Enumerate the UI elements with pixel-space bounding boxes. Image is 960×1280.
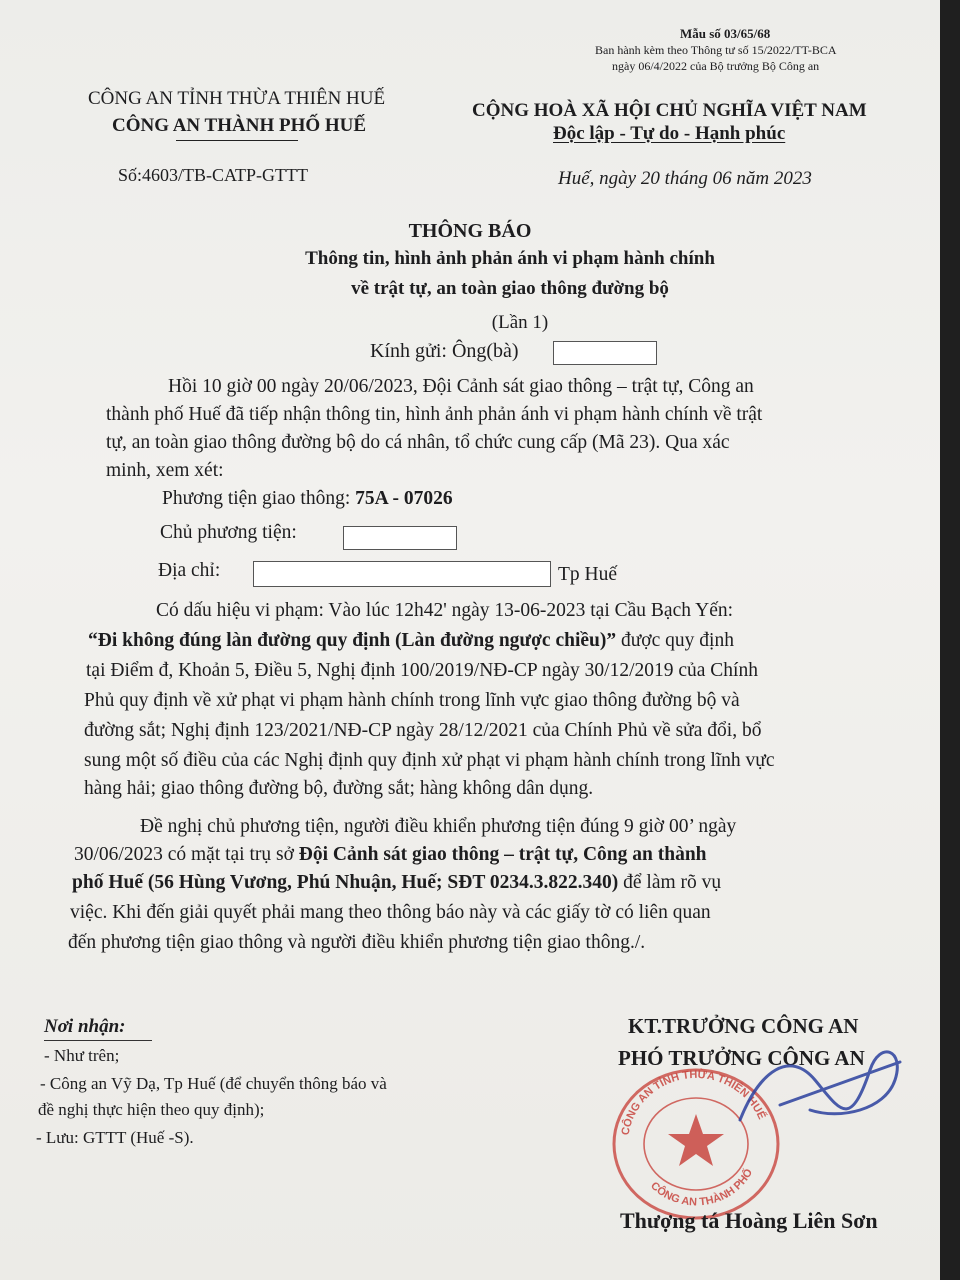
redacted-owner [343, 526, 457, 550]
agency-parent: CÔNG AN TỈNH THỪA THIÊN HUẾ [88, 88, 386, 109]
signer-name: Thượng tá Hoàng Liên Sơn [620, 1208, 878, 1233]
republic-heading: CỘNG HOÀ XÃ HỘI CHỦ NGHĨA VIỆT NAM [472, 100, 867, 121]
address-city: Tp Huế [558, 564, 618, 585]
agency-name: CÔNG AN THÀNH PHỐ HUẾ [112, 115, 367, 136]
request-office-address: phố Huế (56 Hùng Vương, Phú Nhuận, Huế; SĐT 0234.3.822.340) [72, 872, 619, 893]
request-text: 30/06/2023 có mặt tại trụ sở [74, 844, 299, 865]
violation-line [88, 630, 734, 652]
request-line [74, 844, 707, 866]
request-office: Đội Cảnh sát giao thông – trật tự, Công an thành [298, 844, 707, 865]
intro-line: minh, xem xét: [106, 460, 224, 481]
document-title: THÔNG BÁO [408, 220, 532, 242]
violation-line: hàng hải; giao thông đường bộ, đường sắt; hàng không dân dụng. [84, 778, 594, 799]
form-issued-line-2: ngày 06/4/2022 của Bộ trưởng Bộ Công an [612, 59, 820, 73]
request-line [72, 872, 721, 894]
agency-underline [176, 140, 298, 141]
intro-line: thành phố Huế đã tiếp nhận thông tin, hình ảnh phản ánh vi phạm hành chính về trật [106, 404, 763, 425]
document-number: Số:4603/TB-CATP-GTTT [118, 165, 309, 185]
vehicle-plate: 75A - 07026 [355, 488, 453, 509]
attempt-number: (Lần 1) [491, 312, 549, 333]
photo-background-edge [940, 0, 960, 1280]
request-line: đến phương tiện giao thông và người điều khiển phương tiện giao thông./. [68, 932, 646, 953]
violation-line: tại Điểm đ, Khoản 5, Điều 5, Nghị định 100/2019/NĐ-CP ngày 30/12/2019 của Chính [86, 660, 758, 681]
recipient-item: đề nghị thực hiện theo quy định); [38, 1100, 265, 1119]
vehicle-row [162, 488, 453, 510]
recipients-underline [44, 1040, 152, 1041]
recipients-title: Nơi nhận: [44, 1016, 126, 1037]
addressee-label: Kính gửi: Ông(bà) [370, 340, 519, 362]
handwritten-signature-icon [720, 1010, 920, 1150]
violation-line: Có dấu hiệu vi phạm: Vào lúc 12h42' ngày 13-06-2023 tại Cầu Bạch Yến: [156, 600, 734, 621]
address-label: Địa chỉ: [158, 560, 221, 581]
request-text: để làm rõ vụ [618, 872, 722, 893]
intro-line: Hồi 10 giờ 00 ngày 20/06/2023, Đội Cảnh sát giao thông – trật tự, Công an [168, 376, 754, 397]
seal-text-top: CÔNG AN TỈNH THỪA THIÊN HUẾ [619, 1068, 768, 1137]
national-motto: Độc lập - Tự do - Hạnh phúc [553, 123, 786, 144]
signature-title-1: KT.TRƯỞNG CÔNG AN [628, 1014, 859, 1038]
violation-line-rest: được quy định [616, 630, 734, 651]
violation-line: Phủ quy định về xử phạt vi phạm hành chính trong lĩnh vực giao thông đường bộ và [84, 690, 740, 711]
request-line: việc. Khi đến giải quyết phải mang theo thông báo này và các giấy tờ có liên quan [70, 902, 711, 923]
redacted-addressee [553, 341, 657, 365]
redacted-address [253, 561, 551, 587]
owner-label: Chủ phương tiện: [160, 522, 297, 543]
violation-description: “Đi không đúng làn đường quy định (Làn đường ngược chiều)” [88, 630, 617, 651]
document-subtitle-2: về trật tự, an toàn giao thông đường bộ [351, 278, 669, 299]
signature-title-2: PHÓ TRƯỞNG CÔNG AN [618, 1046, 865, 1070]
request-line: Đề nghị chủ phương tiện, người điều khiển phương tiện đúng 9 giờ 00’ ngày [140, 816, 737, 837]
seal-text-bottom: CÔNG AN THÀNH PHỐ [648, 1166, 756, 1209]
intro-line: tự, an toàn giao thông đường bộ do cá nhân, tổ chức cung cấp (Mã 23). Qua xác [106, 432, 730, 453]
recipient-item: - Lưu: GTTT (Huế -S). [36, 1128, 194, 1147]
violation-line: đường sắt; Nghị định 123/2021/NĐ-CP ngày 28/12/2021 của Chính Phủ về sửa đổi, bổ [84, 720, 762, 741]
form-number: Mẫu số 03/65/68 [680, 26, 771, 41]
violation-line: sung một số điều của các Nghị định quy định xử phạt vi phạm hành chính trong lĩnh vực [84, 750, 775, 771]
vehicle-label: Phương tiện giao thông: [162, 488, 351, 509]
document-subtitle-1: Thông tin, hình ảnh phản ánh vi phạm hành chính [305, 248, 715, 269]
recipient-item: - Như trên; [44, 1046, 120, 1065]
place-date: Huế, ngày 20 tháng 06 năm 2023 [558, 168, 812, 189]
recipient-item: - Công an Vỹ Dạ, Tp Huế (để chuyển thông báo và [40, 1074, 387, 1093]
form-issued-line-1: Ban hành kèm theo Thông tư số 15/2022/TT-BCA [595, 43, 837, 57]
